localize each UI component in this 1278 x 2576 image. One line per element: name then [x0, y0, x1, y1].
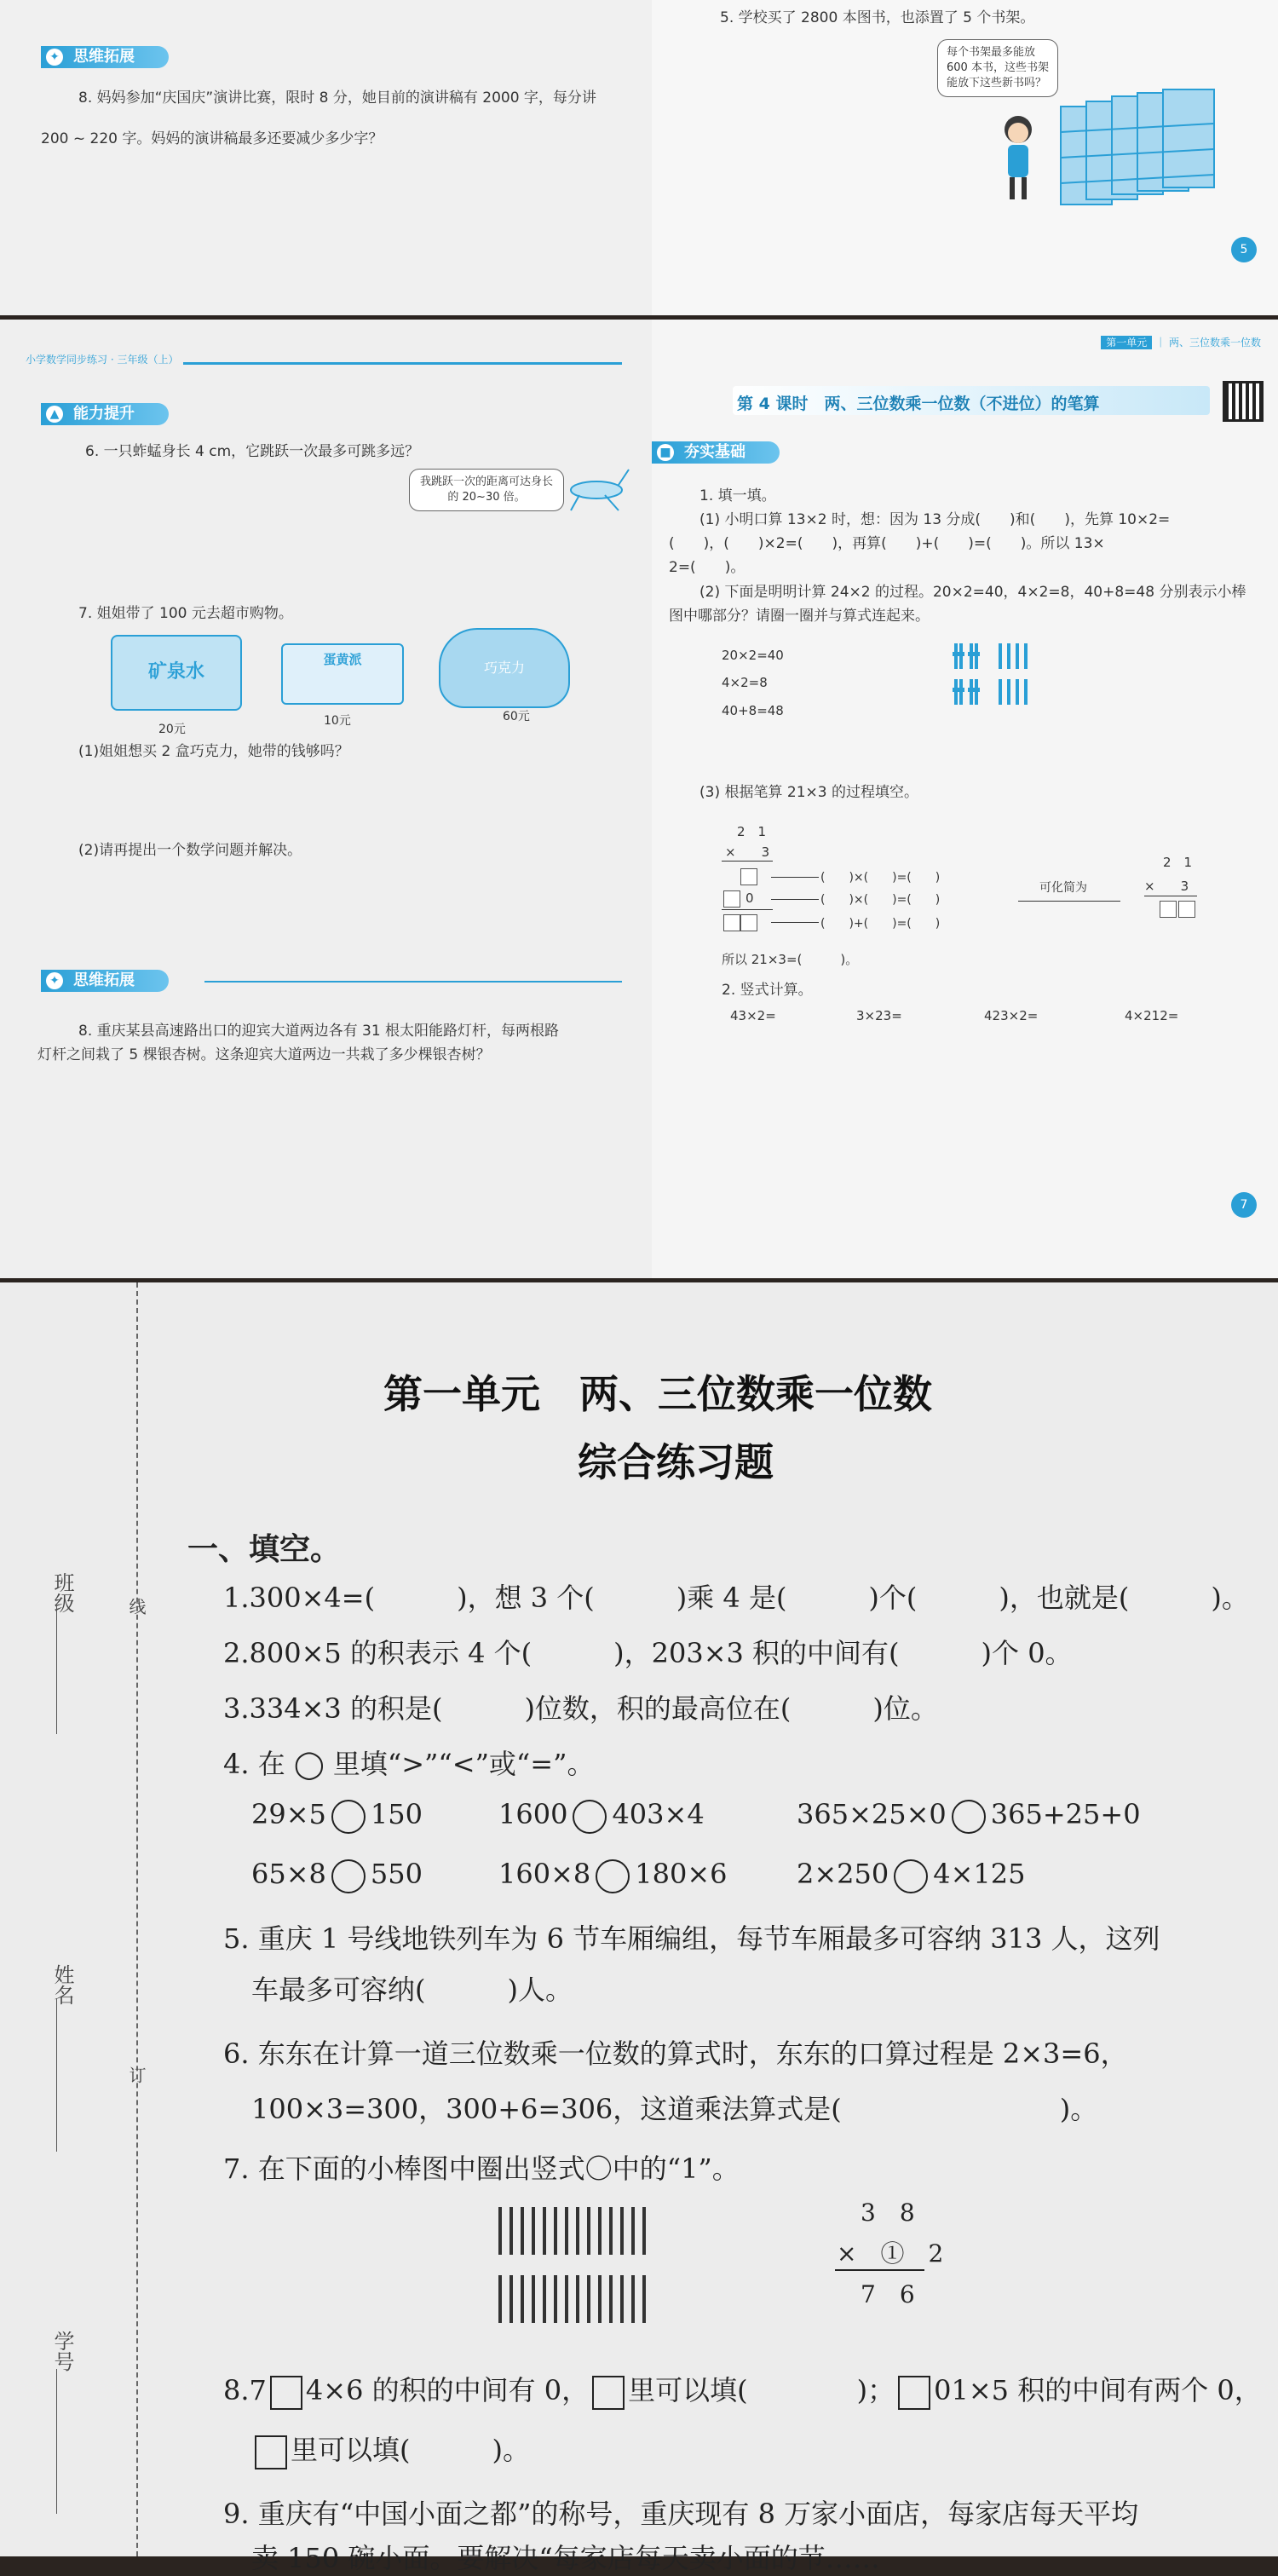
question-8: 8. 重庆某县高速路出口的迎宾大道两边各有 31 根太阳能路灯杆，每两根路: [78, 1023, 560, 1040]
fill-q9-cont: 卖 150 碗小面。要解决“每家店每天卖小面的节……: [251, 2542, 880, 2574]
multiplicand: 2 1: [737, 824, 767, 839]
stick-diagram-row-2: [498, 2275, 653, 2326]
binding-mark-line: 线: [126, 1598, 147, 1615]
class-label: 班级: [50, 1572, 74, 1613]
compare-1: 29×5 150: [251, 1798, 423, 1834]
fill-q3: 3.334×3 的积是( )位数，积的最高位在( )位。: [223, 1692, 938, 1725]
workbook-page-top-right: [652, 0, 1278, 315]
grasshopper-illustration: [562, 463, 630, 514]
calc-2: 3×23=: [856, 1008, 902, 1023]
question-1-2a: (2) 下面是明明计算 24×2 的过程。20×2=40，4×2=8，40+8=48 分别表示小棒: [699, 584, 1246, 601]
so-statement: 所以 21×3=( )。: [722, 952, 859, 967]
fill-q7: 7. 在下面的小棒图中圈出竖式〇中的“1”。: [223, 2152, 740, 2185]
compare-circle[interactable]: [573, 1800, 607, 1834]
water-box-illustration: 矿泉水: [111, 635, 242, 711]
stick-diagram-row-1: [498, 2207, 653, 2258]
chocolate-price: 60元: [503, 710, 530, 723]
vertical-rule: [722, 909, 773, 910]
equation-3: 40+8=48: [722, 703, 784, 718]
question-7-2: (2)请再提出一个数学问题并解决。: [78, 842, 302, 859]
compare-3: 365×25×0 365+25+0: [797, 1798, 1141, 1834]
graduation-cap-icon: ▲: [46, 406, 63, 423]
stick-bundle-diagram: [954, 642, 1048, 710]
bookshelves-illustration: [1061, 89, 1223, 209]
compare-circle[interactable]: [894, 1859, 928, 1893]
digit-box[interactable]: [592, 2376, 625, 2410]
compare-circle[interactable]: [331, 1859, 366, 1893]
vertical-calc-mid: × ① 2: [837, 2239, 944, 2268]
arrow: [771, 922, 819, 923]
binding-line: [136, 1282, 138, 2556]
pie-price: 10元: [324, 714, 351, 728]
fill-q8-cont: 里可以填( )。: [251, 2429, 530, 2469]
pie-box-illustration: 蛋黄派: [281, 643, 404, 705]
student-id-blank: [56, 2369, 57, 2514]
star-icon: ✦: [46, 972, 63, 989]
star-icon: ✦: [46, 49, 63, 66]
answer-box: [740, 868, 757, 885]
name-blank: [56, 1998, 57, 2152]
section-header-thinking: ✦ 思维拓展: [41, 46, 169, 68]
question-7: 7. 姐姐带了 100 元去超市购物。: [78, 605, 293, 622]
water-price: 20元: [158, 723, 186, 736]
exam-sheet: [0, 1282, 1278, 2574]
fill-row-2: ( )×( )=( ): [820, 893, 941, 907]
fill-row-3: ( )+( )=( ): [820, 917, 941, 931]
arrow: [771, 877, 819, 878]
fill-q6: 6. 东东在计算一道三位数乘一位数的算式时，东东的口算过程是 2×3=6，: [223, 2037, 1128, 2070]
question-8-cont: 200 ~ 220 字。妈妈的演讲稿最多还要减少多少字？: [41, 130, 383, 147]
section-rule: [204, 981, 622, 983]
answer-box: [1178, 901, 1195, 918]
student-id-label: 学号: [50, 2331, 74, 2371]
answer-box: [723, 914, 740, 931]
question-1-3: (3) 根据笔算 21×3 的过程填空。: [699, 784, 918, 801]
vertical-calc-rule: [835, 2269, 924, 2271]
question-8: 8. 妈妈参加“庆国庆”演讲比赛，限时 8 分，她目前的演讲稿有 2000 字，每分讲: [78, 89, 596, 107]
section-header-ability: ▲ 能力提升: [41, 403, 169, 425]
compare-2: 1600 403×4: [498, 1798, 705, 1834]
compare-circle[interactable]: [596, 1859, 630, 1893]
qr-code: [1223, 381, 1264, 422]
answer-box: [1160, 901, 1177, 918]
sheet-title: 第一单元 两、三位数乘一位数: [383, 1371, 932, 1417]
answer-box: [723, 890, 740, 908]
digit-box[interactable]: [270, 2376, 302, 2410]
book-icon: ■: [657, 444, 674, 461]
question-2: 2. 竖式计算。: [722, 982, 813, 999]
vertical-calc-bottom: 7 6: [861, 2280, 915, 2308]
question-8-cont: 灯杆之间栽了 5 棵银杏树。这条迎宾大道两边一共栽了多少棵银杏树？: [37, 1046, 491, 1063]
question-1-2b: 图中哪部分？请圈一圈并与算式连起来。: [669, 608, 930, 625]
fill-q1: 1.300×4=( )，想 3 个( )乘 4 是( )个( )，也就是( )。: [223, 1582, 1249, 1614]
calc-1: 43×2=: [730, 1008, 776, 1023]
page-number: 7: [1231, 1192, 1257, 1218]
compare-circle[interactable]: [331, 1800, 366, 1834]
vertical-calc-top: 3 8: [861, 2199, 915, 2227]
section-header-thinking-2: ✦ 思维拓展: [41, 970, 169, 992]
zero-digit: 0: [746, 890, 754, 906]
section-header-basics: ■ 夯实基础: [652, 441, 780, 464]
simplify-arrow: [1018, 901, 1120, 902]
answer-box: [740, 914, 757, 931]
girl-illustration: [993, 111, 1044, 205]
equation-2: 4×2=8: [722, 675, 768, 690]
compare-circle[interactable]: [952, 1800, 986, 1834]
running-header-right: 第一单元 ｜ 两、三位数乘一位数: [1101, 335, 1261, 349]
digit-box[interactable]: [255, 2435, 287, 2469]
running-header-left: 小学数学同步练习 · 三年级（上）: [26, 350, 622, 365]
question-1: 1. 填一填。: [699, 487, 776, 504]
compare-5: 160×8 180×6: [498, 1858, 728, 1893]
workbook-page-middle-right: [652, 320, 1278, 1278]
question-1-1b: ( )，( )×2=( )，再算( )+( )=( )。所以 13×: [669, 535, 1105, 552]
result-multiplicand: 2 1: [1163, 855, 1193, 870]
chocolate-box-illustration: 巧克力: [439, 628, 570, 708]
equation-1: 20×2=40: [722, 648, 784, 663]
compare-4: 65×8 550: [251, 1858, 423, 1893]
digit-box[interactable]: [898, 2376, 930, 2410]
question-1-1c: 2=( )。: [669, 559, 746, 576]
vertical-rule: [722, 861, 773, 862]
class-blank: [56, 1606, 57, 1734]
fill-q9: 9. 重庆有“中国小面之都”的称号，重庆现有 8 万家小面店，每家店每天平均: [223, 2498, 1139, 2530]
grasshopper-bubble: 我跳跃一次的距离可达身长的 20~30 倍。: [409, 469, 564, 511]
part-heading: 一、填空。: [187, 1531, 342, 1567]
fill-q4: 4. 在 ◯ 里填“>”“<”或“=”。: [223, 1748, 595, 1780]
question-5: 5. 学校买了 2800 本图书，也添置了 5 个书架。: [720, 9, 1035, 26]
fill-q8: 8.7 4×6 的积的中间有 0， 里可以填( )； 01×5 积的中间有两个 0，: [223, 2369, 1262, 2410]
fill-q5-cont: 车最多可容纳( )人。: [251, 1974, 573, 2006]
name-label: 姓名: [50, 1964, 74, 2005]
question-7-1: (1)姐姐想买 2 盒巧克力，她带的钱够吗？: [78, 743, 349, 760]
calc-4: 4×212=: [1125, 1008, 1179, 1023]
workbook-page-top-left: [0, 0, 652, 315]
fill-q5: 5. 重庆 1 号线地铁列车为 6 节车厢编组，每节车厢最多可容纳 313 人，这列: [223, 1922, 1160, 1955]
result-multiplier: × 3: [1144, 879, 1189, 894]
fill-q2: 2.800×5 的积表示 4 个( )，203×3 积的中间有( )个 0。: [223, 1637, 1073, 1669]
compare-6: 2×250 4×125: [797, 1858, 1026, 1893]
simplify-label: 可化简为: [1039, 881, 1087, 895]
question-6: 6. 一只蚱蜢身长 4 cm，它跳跃一次最多可跳多远？: [85, 443, 420, 460]
fill-row-1: ( )×( )=( ): [820, 871, 941, 885]
arrow: [771, 899, 819, 900]
lesson-title: 第 4 课时 两、三位数乘一位数（不进位）的笔算: [737, 395, 1100, 413]
question-1-1a: (1) 小明口算 13×2 时，想：因为 13 分成( )和( )，先算 10×2=: [699, 511, 1171, 528]
binding-mark-staple: 订: [126, 2066, 147, 2083]
fill-q6-cont: 100×3=300，300+6=306，这道乘法算式是( )。: [251, 2093, 1098, 2125]
workbook-page-middle-left: [0, 320, 652, 1278]
speech-bubble: 每个书架最多能放 600 本书，这些书架能放下这些新书吗？: [937, 39, 1058, 97]
page-number: 5: [1231, 237, 1257, 262]
sheet-subtitle: 综合练习题: [578, 1439, 774, 1485]
multiplier: × 3: [725, 844, 770, 860]
calc-3: 423×2=: [984, 1008, 1039, 1023]
